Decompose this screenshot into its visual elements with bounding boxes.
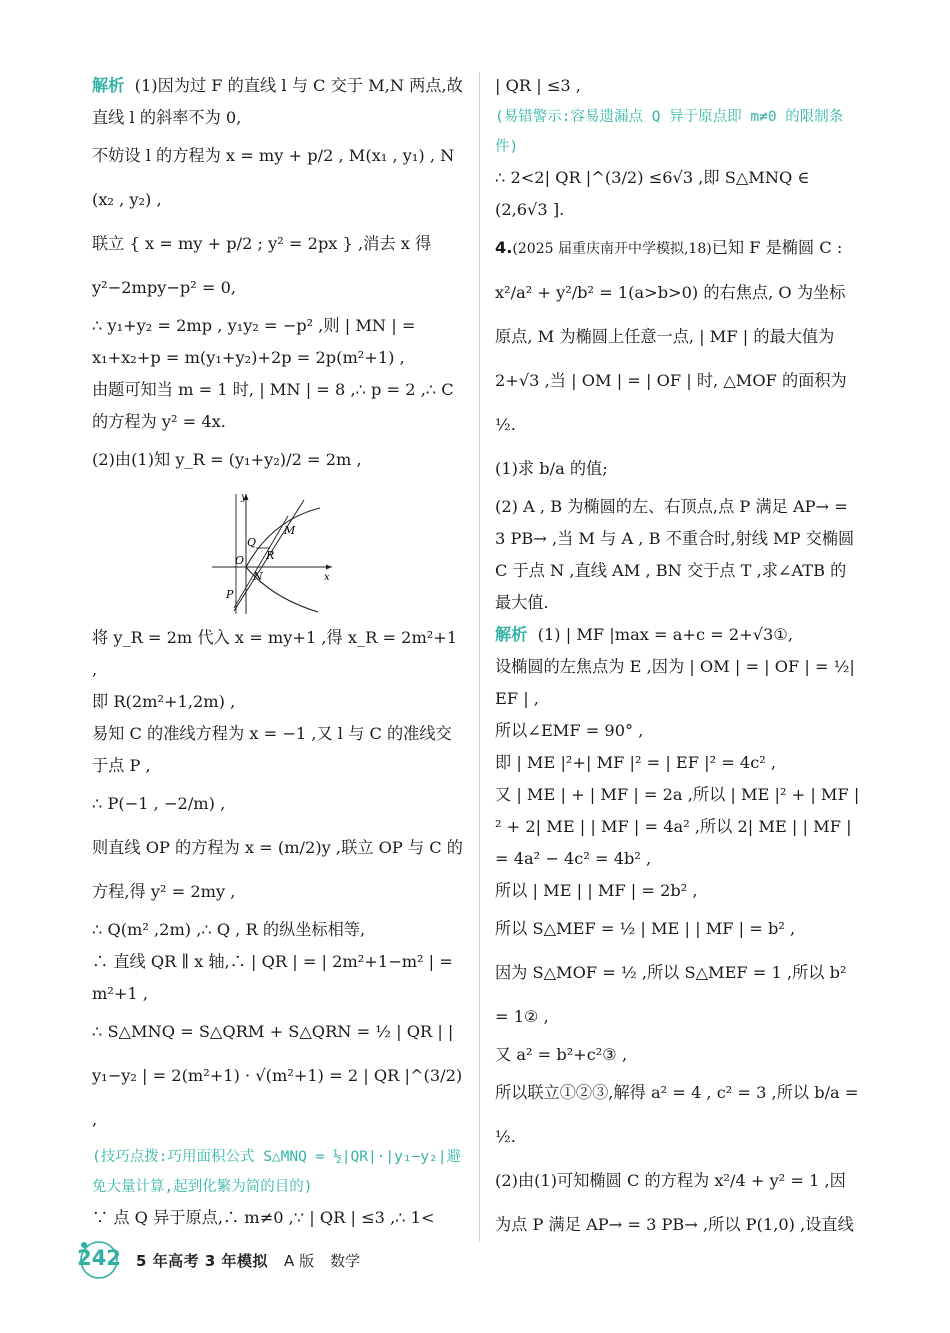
text-line: ∴ y₁+y₂ = 2mp , y₁y₂ = −p² ,则 | MN | = x₁+x₂+p = m(y₁+y₂)+2p = 2p(m²+1) , <box>92 316 421 367</box>
text-line: (1)因为过 F 的直线 l 与 C 交于 M,N 两点,故直线 l 的斜率不为 0, <box>92 76 463 127</box>
label-p: P <box>226 588 234 601</box>
question-text: 已知 F 是椭圆 C : x²/a² + y²/b² = 1(a>b>0) 的右焦点, O 为坐标原点, M 为椭圆上任意一点, | MF | 的最大值为 2+√3 ,当 | OM | = | OF | 时, △MOF 的面积为 ½. <box>495 238 852 434</box>
text-line: (1)求 b/a 的值; <box>495 459 608 478</box>
text-line: ∴ Q(m² ,2m) ,∴ Q , R 的纵坐标相等, <box>92 920 366 939</box>
text-line: 由题可知当 m = 1 时, | MN | = 8 ,∴ p = 2 ,∴ C 的方程为 y² = 4x. <box>92 380 459 431</box>
text-line: ∴ S△MNQ = S△QRM + S△QRN = ½ | QR | | y₁−y₂ | = 2(m²+1) · √(m²+1) = 2 | QR |^(3/2) , <box>92 1022 468 1129</box>
label-m: M <box>284 524 296 537</box>
text-line: (2)由(1)知 y_R = (y₁+y₂)/2 = 2m , <box>92 450 362 469</box>
solution-intro <box>495 619 860 651</box>
label-q: Q <box>247 536 257 549</box>
label-x: x <box>324 572 330 583</box>
text-line: 所以 S△MEF = ½ | ME | | MF | = b² , <box>495 919 796 938</box>
text-line: 联立 { x = my + p/2 ; y² = 2px } ,消去 x 得 y²−2mpy−p² = 0, <box>92 234 437 297</box>
label-r: R <box>266 549 275 562</box>
text-line: 则直线 OP 的方程为 x = (m/2)y ,联立 OP 与 C 的方程,得 y² = 2my , <box>92 838 463 901</box>
text-line: 易知 C 的准线方程为 x = −1 ,又 l 与 C 的准线交于点 P , <box>92 724 452 775</box>
text-line: (2) A , B 为椭圆的左、右顶点,点 P 满足 AP→ = 3 PB→ ,当 M 与 A , B 不重合时,射线 MP 交椭圆 C 于点 N ,直线 AM , BN 交于点 T ,求∠ATB 的最大值. <box>495 497 860 612</box>
tip-box: (技巧点拨:巧用面积公式 S△MNQ = ½|QR|·|y₁−y₂|避免大量计算,起到化繁为简的目的) <box>92 1149 462 1195</box>
text-line: 所以∠EMF = 90° , <box>495 721 644 740</box>
page-footer <box>76 1238 360 1282</box>
text-line: 设椭圆的左焦点为 E ,因为 | OM | = | OF | = ½| EF | , <box>495 657 861 708</box>
label-o: O <box>235 554 245 567</box>
question-source: (2025 届重庆南开中学模拟,18) <box>512 241 712 257</box>
column-divider <box>479 72 480 1242</box>
label-jiexi: 解析 <box>495 625 528 644</box>
page-number: 242 <box>77 1246 121 1270</box>
text-line: 又 | ME | + | MF | = 2a ,所以 | ME |² + | MF |² + 2| ME | | MF | = 4a² ,所以 2| ME | | MF | = 4a² − 4c² = 4b² , <box>495 785 860 868</box>
x-axis-arrow <box>326 565 332 570</box>
label-jiexi: 解析 <box>92 76 125 95</box>
text-line: 所以 | ME | | MF | = 2b² , <box>495 881 698 900</box>
page-number-badge <box>76 1240 122 1280</box>
text-line: 不妨设 l 的方程为 x = my + p/2 , M(x₁ , y₁) , N (x₂ , y₂) , <box>92 146 460 209</box>
parabola-curve <box>246 508 320 612</box>
text-line: (1) | MF |max = a+c = 2+√3①, <box>527 625 793 644</box>
solution-intro <box>92 70 464 134</box>
book-title: 5 年高考 3 年模拟 <box>136 1251 269 1270</box>
tip-box: (易错警示:容易遗漏点 Q 异于原点即 m≠0 的限制条件) <box>495 109 844 155</box>
text-line: 将 y_R = 2m 代入 x = my+1 ,得 x_R = 2m²+1 , <box>92 628 463 679</box>
edition-label: A 版 <box>284 1251 315 1270</box>
left-column <box>92 70 468 1234</box>
text-line: ∴ P(−1 , −2/m) , <box>92 794 226 813</box>
parabola-figure <box>210 490 340 616</box>
text-line: 即 | ME |²+| MF |² = | EF |² = 4c² , <box>495 753 777 772</box>
text-line: 所以联立①②③,解得 a² = 4 , c² = 3 ,所以 b/a = ½. <box>495 1083 864 1146</box>
text-line: 因为 S△MOF = ½ ,所以 S△MEF = 1 ,所以 b² = 1② , <box>495 963 852 1026</box>
text-line: ∴ 2<2| QR |^(3/2) ≤6√3 ,即 S△MNQ ∈ (2,6√3 ]. <box>495 168 815 219</box>
text-line: ∴ 直线 QR ∥ x 轴,∴ | QR | = | 2m²+1−m² | = m²+1 , <box>92 952 458 1003</box>
question-number: 4. <box>495 238 513 257</box>
right-column <box>495 70 864 1247</box>
text-line: 即 R(2m²+1,2m) , <box>92 692 236 711</box>
text-line: 又 a² = b²+c²③ , <box>495 1045 628 1064</box>
question-4 <box>495 226 860 447</box>
label-n: N <box>253 570 263 583</box>
text-line: | QR | ≤3 , <box>495 76 581 95</box>
subject-label: 数学 <box>330 1251 361 1270</box>
text-line: ∵ 点 Q 异于原点,∴ m≠0 ,∵ | QR | ≤3 ,∴ 1< <box>92 1208 435 1227</box>
text-line: (2)由(1)可知椭圆 C 的方程为 x²/4 + y² = 1 ,因为点 P 满足 AP→ = 3 PB→ ,所以 P(1,0) ,设直线 <box>495 1171 854 1234</box>
label-y: y <box>241 492 247 503</box>
